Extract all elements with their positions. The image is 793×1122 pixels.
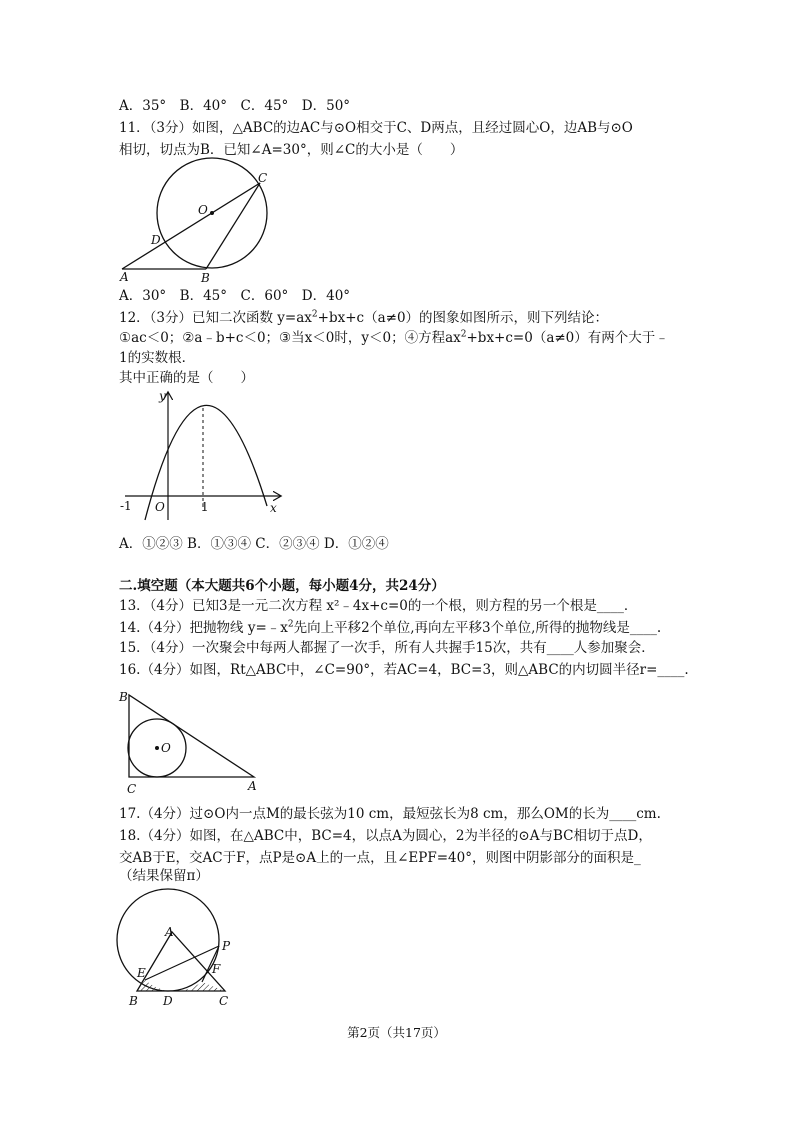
q18-figure (115, 886, 255, 1011)
q11-label-a: A (120, 270, 129, 284)
q16-figure (115, 686, 265, 796)
q12-figure (115, 388, 290, 528)
q12-label-y: y (159, 389, 166, 403)
q12-line2-sup: 2 (460, 329, 467, 340)
q18-label-a: A (165, 925, 174, 939)
q18-label-c: C (219, 994, 229, 1008)
q16-label-a: A (248, 779, 257, 793)
q12-label-x: x (270, 501, 277, 515)
q11-figure (115, 160, 285, 288)
q11-line-ac (122, 183, 260, 269)
q12-line2-pre: ①ac＜0；②a﹣b+c＜0；③当x＜0时，y＜0；④方程ax (119, 330, 461, 346)
q16-center-dot (155, 746, 159, 750)
q14-pre: 14.（4分）把抛物线 y=﹣x (119, 620, 288, 636)
q11-text-line1: 11．（3分）如图，△ABC的边AC与⊙O相交于C、D两点，且经过圆心O，边AB与⊙O (119, 120, 633, 136)
q14-sup: 2 (287, 619, 294, 630)
q18-text-line1: 18.（4分）如图，在△ABC中，BC=4，以点A为圆心，2为半径的⊙A与BC相切于点D， (119, 828, 652, 844)
q12-line1-post: +bx+c（a≠0）的图象如图所示，则下列结论： (317, 310, 609, 326)
q11-label-c: C (258, 171, 268, 185)
q18-shaded-left (137, 980, 168, 991)
q12-text-line4: 其中正确的是（ ） (119, 370, 254, 386)
q16-label-o: O (161, 741, 171, 755)
q18-text-line3: （结果保留π） (119, 868, 209, 884)
q18-label-p: P (222, 939, 231, 953)
q11-text-line2: 相切，切点为B．已知∠A=30°，则∠C的大小是（ ） (119, 142, 464, 158)
q12-line2-post: +bx+c=0（a≠0）有两个大于﹣ (466, 330, 669, 346)
q16-triangle (129, 695, 254, 777)
q15-text: 15．（4分）一次聚会中每两人都握了一次手，所有人共握手15次，共有____人参加聚会． (119, 640, 655, 656)
q17-text: 17.（4分）过⊙O内一点M的最长弦为10 cm，最短弦长为8 cm，那么OM的长为____cm. (119, 806, 661, 822)
q12-label-one: 1 (201, 500, 209, 514)
q12-text-line2 (119, 328, 669, 348)
q18-line-pe (145, 946, 219, 980)
q11-label-o: O (198, 203, 208, 217)
q12-line1-pre: 12．（3分）已知二次函数 y=ax (119, 310, 312, 326)
q11-label-b: B (201, 271, 210, 285)
q11-label-d: D (151, 233, 161, 247)
q10-options: A．35° B．40° C．45° D．50° (119, 98, 351, 114)
q18-text-line2: 交AB于E，交AC于F，点P是⊙A上的一点，且∠EPF=40°，则图中阴影部分的面积是_ (119, 850, 641, 866)
q13-text: 13．（4分）已知3是一元二次方程 x²﹣4x+c=0的一个根，则方程的另一个根是____． (119, 598, 638, 614)
q14-post: 先向上平移2个单位,再向左平移3个单位,所得的抛物线是____. (293, 620, 662, 636)
q16-label-b: B (119, 690, 128, 704)
q14-text (119, 618, 661, 638)
q12-text-line3: 1的实数根． (119, 350, 196, 366)
q18-label-f: F (212, 962, 221, 976)
page-footer: 第2页（共17页） (347, 1025, 446, 1040)
q16-text: 16.（4分）如图，Rt△ABC中，∠C=90°，若AC=4，BC=3，则△ABC的内切圆半径r=____. (119, 662, 689, 678)
q11-options: A．30° B．45° C．60° D．40° (119, 288, 351, 304)
q11-center-dot (210, 211, 214, 215)
q18-label-d: D (163, 994, 173, 1008)
section2-title: 二.填空题（本大题共6个小题，每小题4分，共24分） (119, 578, 445, 594)
q18-label-b: B (129, 994, 138, 1008)
q12-line1-sup: 2 (311, 309, 318, 320)
q12-text-line1 (119, 308, 608, 328)
q11-line-bc (206, 183, 260, 269)
q18-label-e: E (137, 966, 146, 980)
q16-label-c: C (127, 782, 137, 796)
q12-label-origin: O (155, 500, 165, 514)
q12-options: A．①②③ B．①③④ C．②③④ D．①②④ (119, 536, 389, 552)
q12-label-neg1: -1 (120, 499, 132, 513)
